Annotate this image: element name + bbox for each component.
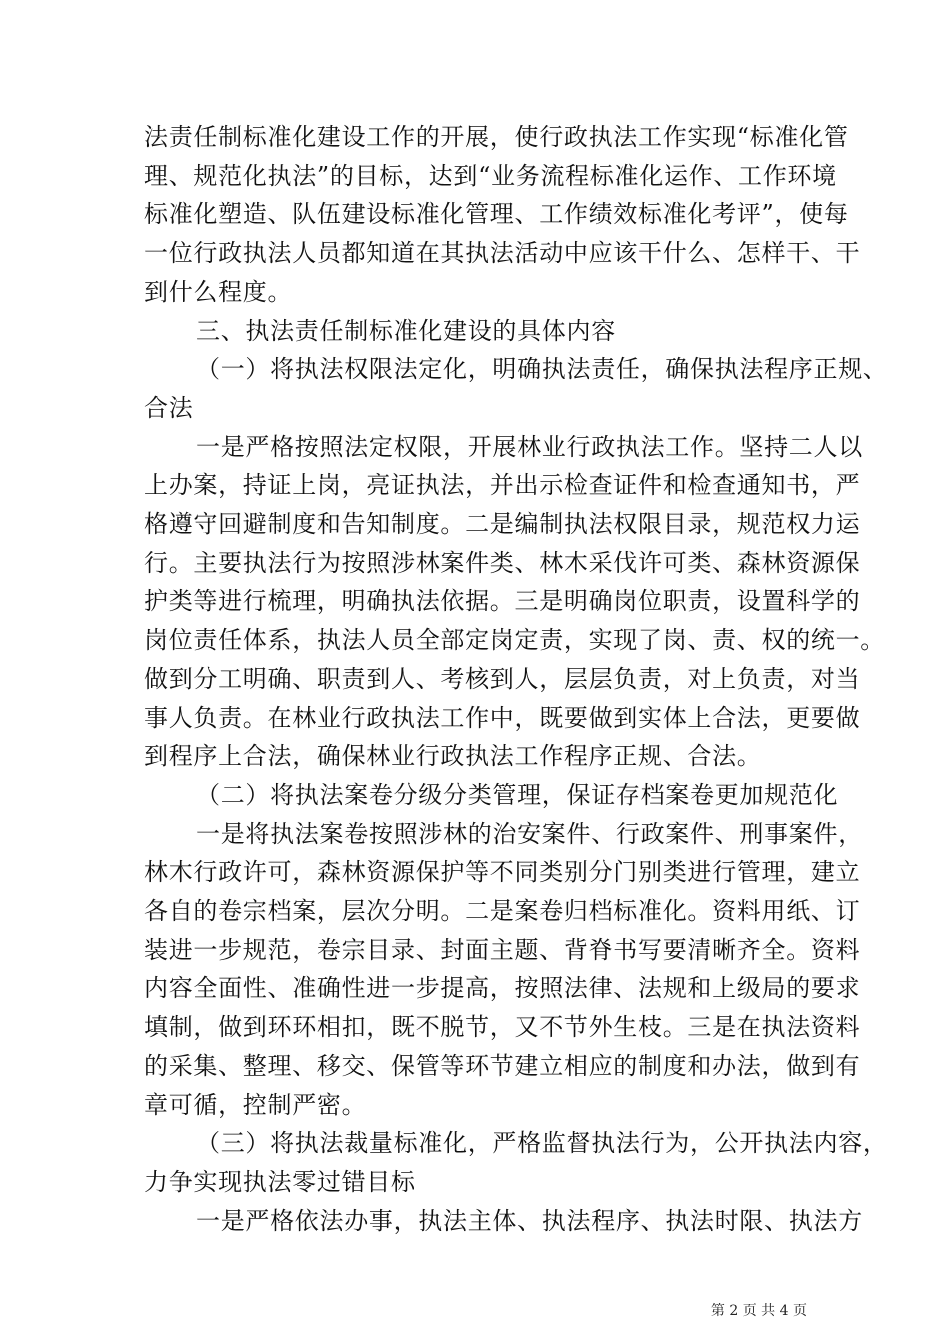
text-line: 章可循，控制严密。 — [144, 1090, 367, 1119]
text-line: 各自的卷宗档案，层次分明。二是案卷归档标准化。资料用纸、订 — [144, 897, 861, 926]
text-line: 林木行政许可，森林资源保护等不同类别分门别类进行管理，建立 — [144, 858, 861, 887]
page-footer — [0, 1300, 950, 1320]
text-line: 一位行政执法人员都知道在其执法活动中应该干什么、怎样干、干 — [144, 239, 861, 268]
text-line: 法责任制标准化建设工作的开展，使行政执法工作实现“标准化管 — [144, 123, 849, 151]
text-line: 上办案，持证上岗，亮证执法，并出示检查证件和检查通知书，严 — [144, 471, 861, 500]
subsection-heading: （二）将执法案卷分级分类管理，保证存档案卷更加规范化 — [196, 780, 839, 809]
section-heading: 三、执法责任制标准化建设的具体内容 — [196, 316, 616, 345]
subsection-heading-continued: 力争实现执法零过错目标 — [144, 1167, 416, 1196]
paragraph-start: 一是严格依法办事，执法主体、执法程序、执法时限、执法方 — [196, 1206, 863, 1235]
text-line: 到什么程度。 — [144, 277, 293, 306]
text-line: 行。主要执法行为按照涉林案件类、林木采伐许可类、森林资源保 — [144, 548, 861, 577]
text-line: 到程序上合法，确保林业行政执法工作程序正规、合法。 — [144, 742, 762, 771]
text-line: 理、规范化执法”的目标，达到“业务流程标准化运作、工作环境 — [144, 161, 837, 190]
text-line: 做到分工明确、职责到人、考核到人，层层负责，对上负责，对当 — [144, 664, 861, 693]
text-line: 的采集、整理、移交、保管等环节建立相应的制度和办法，做到有 — [144, 1051, 861, 1080]
text-line: 格遵守回避制度和告知制度。二是编制执法权限目录，规范权力运 — [144, 510, 861, 539]
subsection-heading: （三）将执法裁量标准化，严格监督执法行为，公开执法内容， — [196, 1129, 888, 1158]
subsection-heading-continued: 合法 — [144, 393, 194, 422]
paragraph-start: 一是将执法案卷按照涉林的治安案件、行政案件、刑事案件， — [196, 819, 863, 848]
text-line: 事人负责。在林业行政执法工作中，既要做到实体上合法，更要做 — [144, 703, 861, 732]
text-line: 填制，做到环环相扣，既不脱节，又不节外生枝。三是在执法资料 — [144, 1013, 861, 1042]
document-body — [144, 118, 888, 1240]
paragraph-start: 一是严格按照法定权限，开展林业行政执法工作。坚持二人以 — [196, 432, 863, 461]
text-line: 装进一步规范，卷宗目录、封面主题、背脊书写要清晰齐全。资料 — [144, 935, 861, 964]
text-line: 护类等进行梳理，明确执法依据。三是明确岗位职责，设置科学的 — [144, 587, 861, 616]
text-line: 标准化塑造、队伍建设标准化管理、工作绩效标准化考评”，使每 — [144, 200, 849, 229]
text-line: 内容全面性、准确性进一步提高，按照法律、法规和上级局的要求 — [144, 974, 861, 1003]
text-line: 岗位责任体系，执法人员全部定岗定责，实现了岗、责、权的统一。 — [144, 626, 885, 655]
page-number: 第 2 页 共 4 页 — [710, 1303, 807, 1319]
subsection-heading: （一）将执法权限法定化，明确执法责任，确保执法程序正规、 — [196, 355, 888, 384]
body-text — [144, 118, 888, 1240]
